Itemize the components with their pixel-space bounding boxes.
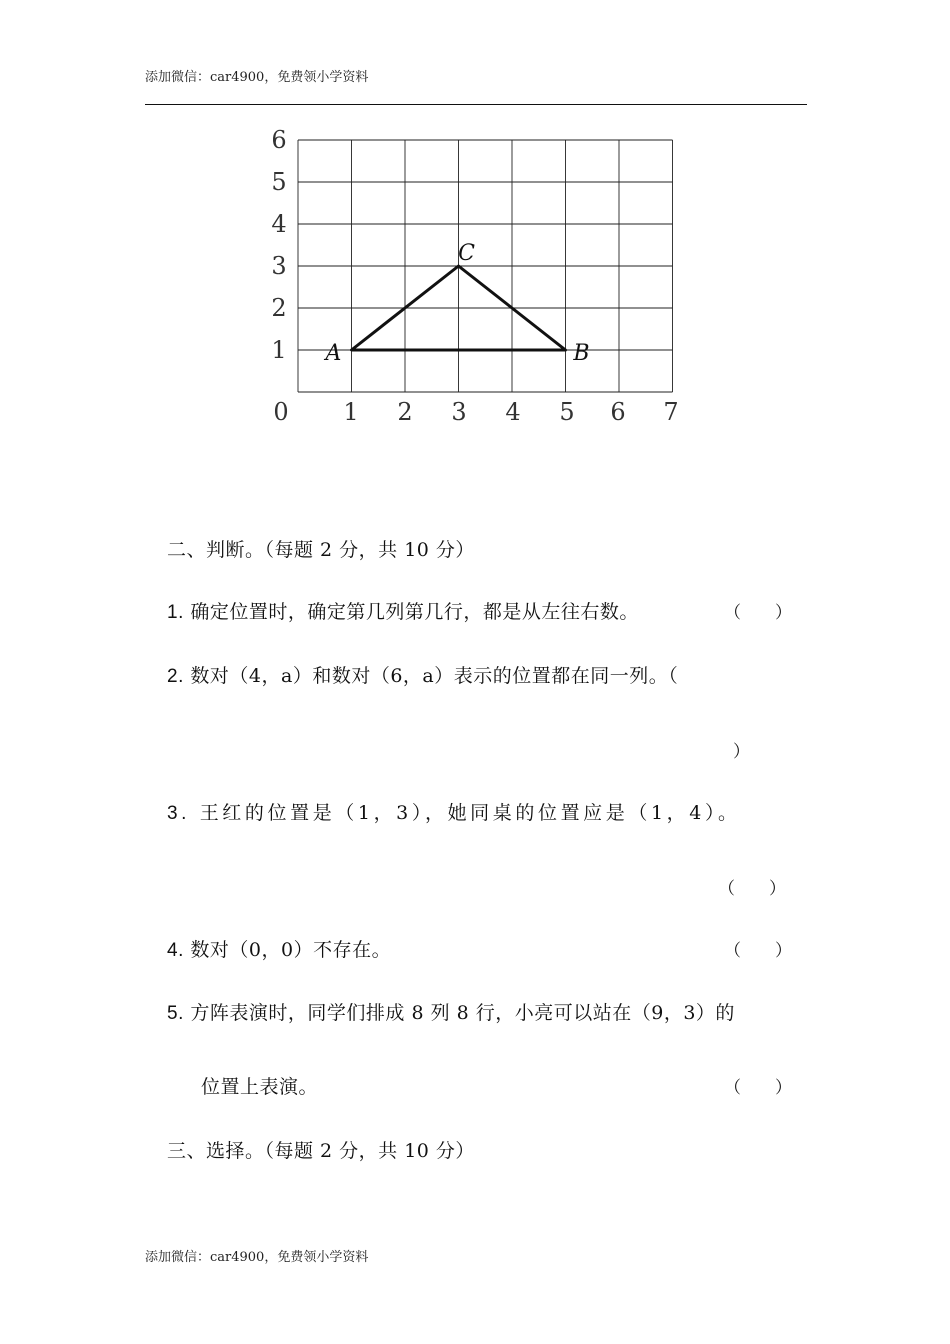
point-label-a: A (325, 341, 342, 366)
x-tick-label: 0 (273, 398, 289, 426)
question-2-text: 数对（4，a）和数对（6，a）表示的位置都在同一列。（ (190, 665, 679, 687)
question-2-number: 2. (167, 666, 184, 687)
section-3-title: 三、选择。（每题 2 分，共 10 分） (167, 1140, 475, 1162)
x-axis-ticks (273, 398, 678, 426)
question-2-answer-blank: ） (733, 742, 750, 762)
x-tick-label: 3 (451, 398, 467, 426)
question-3-answer-blank: （ ） (718, 879, 786, 899)
question-1-number: 1. (167, 602, 184, 623)
question-5-number: 5. (167, 1003, 184, 1024)
header-rule (145, 104, 807, 105)
y-tick-label: 4 (271, 210, 287, 238)
question-5-text: 方阵表演时，同学们排成 8 列 8 行，小亮可以站在（9，3）的 (190, 1002, 735, 1024)
grid-lines (298, 140, 673, 392)
question-1-answer-blank: （ ） (724, 603, 792, 623)
page-footer: 添加微信：car4900，免费领小学资料 (145, 1250, 369, 1265)
y-tick-label: 1 (271, 336, 287, 364)
y-tick-label: 2 (271, 294, 287, 322)
question-5-text-line2: 位置上表演。 (201, 1076, 319, 1098)
y-axis-ticks (271, 126, 286, 364)
x-tick-label: 5 (559, 398, 575, 426)
y-tick-label: 5 (271, 168, 287, 196)
x-tick-label: 1 (343, 398, 359, 426)
x-tick-label: 6 (610, 398, 626, 426)
point-label-b: B (573, 341, 590, 366)
point-labels (324, 241, 590, 366)
section-2-title: 二、判断。（每题 2 分，共 10 分） (167, 539, 475, 561)
question-4 (167, 935, 391, 962)
page-header: 添加微信：car4900，免费领小学资料 (145, 70, 369, 85)
point-label-c: C (458, 241, 475, 266)
question-4-number: 4. (167, 940, 184, 961)
question-1 (167, 597, 639, 624)
question-5 (167, 998, 735, 1025)
question-1-text: 确定位置时，确定第几列第几行，都是从左往右数。 (190, 601, 639, 623)
x-tick-label: 4 (505, 398, 521, 426)
question-3-text: 王红的位置是（1，3），她同桌的位置应是（1，4）。 (199, 802, 741, 824)
coordinate-grid-figure (260, 120, 700, 440)
x-tick-label: 7 (663, 398, 679, 426)
question-4-answer-blank: （ ） (724, 941, 792, 961)
question-2 (167, 661, 678, 688)
question-3-number: 3. (167, 803, 191, 824)
y-tick-label: 3 (271, 252, 287, 280)
x-tick-label: 2 (397, 398, 413, 426)
y-tick-label: 6 (271, 126, 287, 154)
question-3 (167, 798, 741, 825)
question-5-answer-blank: （ ） (724, 1078, 792, 1098)
question-4-text: 数对（0，0）不存在。 (190, 939, 392, 961)
